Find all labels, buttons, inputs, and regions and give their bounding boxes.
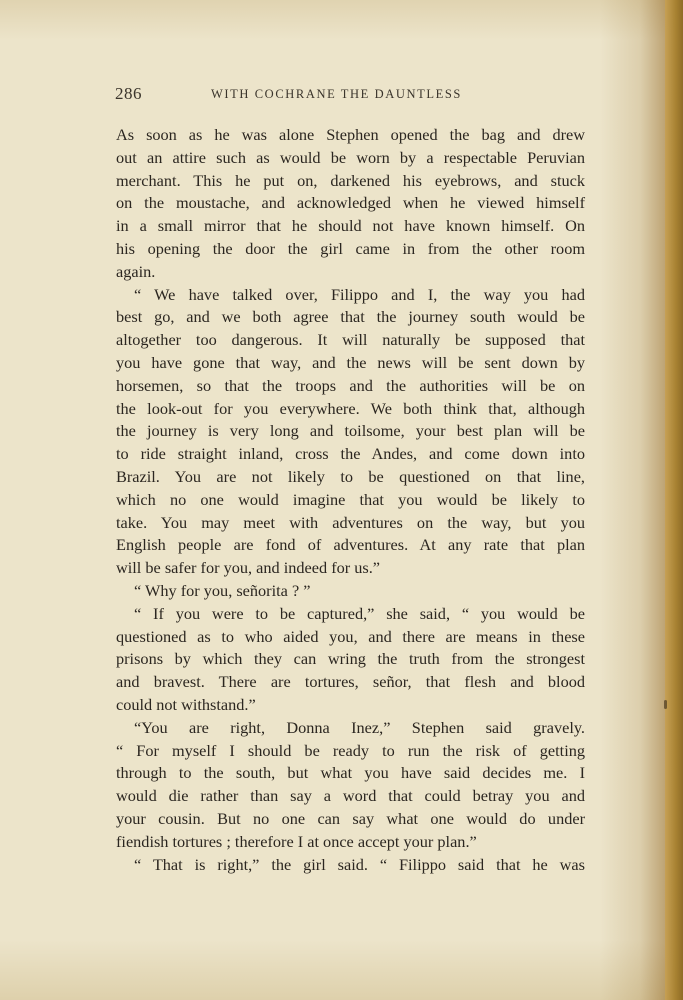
text-line: his opening the door the girl came in from the other room xyxy=(116,238,585,258)
text-line: and bravest. There are tortures, señor, that flesh and blood xyxy=(116,672,585,692)
page-gutter-edge xyxy=(665,0,683,1000)
text-line: take. You may meet with adventures on the way, but you xyxy=(116,512,585,532)
text-line: out an attire such as would be worn by a respectable Peruvian xyxy=(116,147,585,167)
text-line: to ride straight inland, cross the Andes, and come down into xyxy=(116,444,585,464)
text-line: horsemen, so that the troops and the authorities will be on xyxy=(116,375,585,395)
text-line: “ We have talked over, Filippo and I, the way you had xyxy=(134,284,585,304)
text-line: questioned as to who aided you, and there are means in these xyxy=(116,626,585,646)
text-line: “ If you were to be captured,” she said, “ you would be xyxy=(134,603,585,623)
text-line: altogether too dangerous. It will naturally be supposed that xyxy=(116,330,585,350)
text-line: English people are fond of adventures. At any rate that plan xyxy=(116,535,585,555)
text-line: “ For myself I should be ready to run the risk of getting xyxy=(116,740,585,760)
running-head: WITH COCHRANE THE DAUNTLESS xyxy=(211,87,462,101)
body-text xyxy=(116,124,585,876)
ink-speck xyxy=(664,700,667,709)
text-line: could not withstand.” xyxy=(116,694,256,714)
page-header xyxy=(115,84,585,106)
text-line: which no one would imagine that you would be likely to xyxy=(116,489,585,509)
text-line: best go, and we both agree that the journey south would be xyxy=(116,307,585,327)
text-line: would die rather than say a word that could betray you and xyxy=(116,786,585,806)
text-line: in a small mirror that he should not have known himself. On xyxy=(116,216,585,236)
text-line: the look-out for you everywhere. We both think that, although xyxy=(116,398,585,418)
text-line: the journey is very long and toilsome, your best plan will be xyxy=(116,421,585,441)
text-line: Brazil. You are not likely to be questioned on that line, xyxy=(116,466,585,486)
text-line: again. xyxy=(116,261,156,281)
text-line: fiendish tortures ; therefore I at once accept your plan.” xyxy=(116,831,477,851)
text-line: merchant. This he put on, darkened his eyebrows, and stuck xyxy=(116,170,585,190)
text-line: “ That is right,” the girl said. “ Filippo said that he was xyxy=(134,854,585,874)
text-line: “ Why for you, señorita ? ” xyxy=(134,580,311,600)
page-number: 286 xyxy=(115,84,142,103)
text-line: will be safer for you, and indeed for us.” xyxy=(116,558,381,578)
text-line: “You are right, Donna Inez,” Stephen said gravely. xyxy=(134,717,585,737)
text-line: prisons by which they can wring the truth from the strongest xyxy=(116,649,585,669)
text-line: on the moustache, and acknowledged when he viewed himself xyxy=(116,193,585,213)
text-line: your cousin. But no one can say what one would do under xyxy=(116,808,585,828)
text-line: through to the south, but what you have said decides me. I xyxy=(116,763,585,783)
text-line: As soon as he was alone Stephen opened the bag and drew xyxy=(116,125,585,144)
text-line: you have gone that way, and the news will be sent down by xyxy=(116,352,585,372)
